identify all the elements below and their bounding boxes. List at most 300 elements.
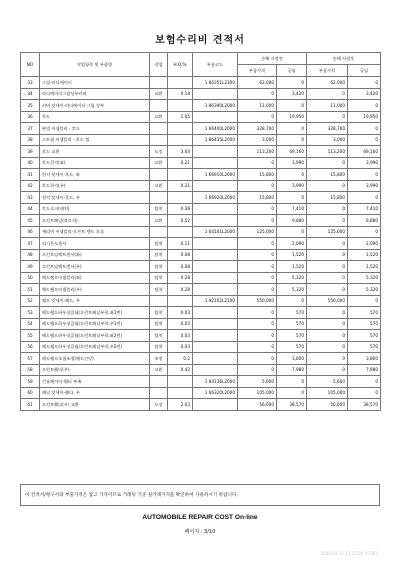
cell-post-part-price: 0	[307, 88, 348, 100]
cell-work: 조정	[150, 353, 168, 365]
cell-item: 헤드램프하우징클립(프런트패널부착,우1번)	[40, 318, 150, 330]
table-row	[21, 192, 381, 204]
cell-item: 힌지 앗세이-후드, 우	[40, 192, 150, 204]
cell-pre-part-price: 0	[238, 215, 277, 227]
cell-post-labor: 570	[348, 307, 381, 319]
cell-item: 헤드램프하우징클립(프런트패널부착,우2번)	[40, 341, 150, 353]
cell-item: 판넬 어셈블리 - 후드	[40, 123, 150, 135]
cell-hq: 0.21	[168, 180, 193, 192]
cell-post-part-price: 0	[307, 272, 348, 284]
cell-item: 프런트임팩트센서(우)	[40, 261, 150, 273]
cell-no: 56	[21, 341, 40, 353]
table-row	[21, 215, 381, 227]
cell-work: 탈착	[150, 284, 168, 296]
cell-pre-labor: 9,880	[277, 215, 307, 227]
cell-pre-part-price: 3,000	[238, 134, 277, 146]
cell-post-labor: 7,980	[348, 364, 381, 376]
cell-post-labor: 3,420	[348, 88, 381, 100]
cell-no: 60	[21, 387, 40, 399]
table-row	[21, 318, 381, 330]
cell-no: 61	[21, 399, 40, 411]
cell-no: 34	[21, 88, 40, 100]
cell-pre-part-price: 15,800	[238, 192, 277, 204]
cell-work: 탈착	[150, 330, 168, 342]
cell-post-labor: 0	[348, 134, 381, 146]
table-body	[21, 77, 381, 411]
cell-post-labor: 0	[348, 100, 381, 112]
cell-no: 54	[21, 318, 40, 330]
estimate-table	[20, 52, 381, 411]
header-code: 부품코드	[193, 53, 238, 77]
cell-pre-part-price: 0	[238, 238, 277, 250]
cell-part-code	[193, 353, 238, 365]
cell-no: 57	[21, 353, 40, 365]
cell-part-code	[193, 272, 238, 284]
table-row	[21, 399, 381, 411]
cell-pre-labor: 0	[277, 77, 307, 89]
cell-hq	[168, 387, 193, 399]
cell-pre-labor: 0	[277, 134, 307, 146]
document-title: 보험수리비 견적서	[155, 35, 245, 46]
cell-pre-labor: 1,520	[277, 249, 307, 261]
cell-post-labor: 38,570	[348, 399, 381, 411]
cell-hq: 2.03	[168, 399, 193, 411]
cell-hq: 0.21	[168, 157, 193, 169]
cell-post-labor: 570	[348, 341, 381, 353]
cell-post-part-price: 0	[307, 215, 348, 227]
cell-work: 탈착	[150, 318, 168, 330]
cell-pre-labor: 0	[277, 376, 307, 388]
table-row	[21, 387, 381, 399]
page-number: 페이지 : 3/10	[184, 529, 216, 535]
cell-part-code: 1 86435L2000	[193, 134, 238, 146]
cell-work: 교환	[150, 215, 168, 227]
cell-post-labor: 7,410	[348, 203, 381, 215]
cell-part-code	[193, 157, 238, 169]
cell-no: 51	[21, 284, 40, 296]
table-row	[21, 77, 381, 89]
cell-no: 45	[21, 215, 40, 227]
cell-hq	[168, 100, 193, 112]
header-post-part-price: 부품가격	[307, 65, 348, 77]
table-row	[21, 100, 381, 112]
cell-pre-labor: 5,320	[277, 284, 307, 296]
cell-part-code: 1 86351L2300	[193, 77, 238, 89]
cell-item: 후드힌지(우)	[40, 180, 150, 192]
header-pre-adjustment: 손해 사정전	[238, 53, 307, 65]
table-row	[21, 226, 381, 238]
header-pre-part-price: 부품가격	[238, 65, 277, 77]
cell-pre-labor: 0	[277, 295, 307, 307]
table-row	[21, 111, 381, 123]
cell-pre-part-price: 0	[238, 180, 277, 192]
cell-post-labor: 0	[348, 192, 381, 204]
cell-pre-part-price: 5,600	[238, 376, 277, 388]
cell-item: 커버 앗세이-라디에이터 그릴 상부	[40, 100, 150, 112]
cell-work: 교환	[150, 157, 168, 169]
cell-post-labor: 5,320	[348, 272, 381, 284]
cell-work	[150, 100, 168, 112]
cell-work: 교환	[150, 111, 168, 123]
cell-part-code	[193, 341, 238, 353]
cell-work: 탈착	[150, 272, 168, 284]
cell-pre-labor: 0	[277, 226, 307, 238]
cell-pre-part-price: 62,000	[238, 77, 277, 89]
cell-part-code	[193, 249, 238, 261]
cell-post-labor: 0	[348, 123, 381, 135]
cell-item: 헤드램프어셈블리(우)	[40, 284, 150, 296]
cell-no: 53	[21, 307, 40, 319]
cell-item: 캐리어 어셈블리-프론트 엔드 모듈	[40, 226, 150, 238]
cell-part-code	[193, 261, 238, 273]
cell-no: 44	[21, 203, 40, 215]
cell-item: 힌지 앗세이-후드, 좌	[40, 169, 150, 181]
print-timestamp: 2024-01-15 17:15:30 #7183	[320, 551, 378, 556]
cell-pre-part-price: 125,000	[238, 226, 277, 238]
cell-hq: 0.08	[168, 249, 193, 261]
cell-pre-part-price: 0	[238, 203, 277, 215]
cell-post-labor: 69,160	[348, 146, 381, 158]
cell-hq: 0.03	[168, 307, 193, 319]
cell-pre-labor: 38,570	[277, 399, 307, 411]
cell-pre-part-price: 11,000	[238, 100, 277, 112]
cell-post-labor: 2,090	[348, 238, 381, 250]
cell-hq	[168, 192, 193, 204]
cell-item: 램프 앗세이-헤드, 우	[40, 295, 150, 307]
cell-no: 38	[21, 134, 40, 146]
cell-part-code	[193, 330, 238, 342]
cell-item: 헤드램프어셈블리(좌)	[40, 272, 150, 284]
cell-work	[150, 387, 168, 399]
table-row	[21, 261, 381, 273]
cell-work	[150, 134, 168, 146]
table-row	[21, 238, 381, 250]
cell-part-code	[193, 364, 238, 376]
cell-item: 프런트휀더(우)	[40, 364, 150, 376]
cell-hq	[168, 226, 193, 238]
cell-part-code	[193, 146, 238, 158]
cell-work: 교환	[150, 88, 168, 100]
cell-pre-labor: 0	[277, 387, 307, 399]
cell-post-part-price: 11,000	[307, 100, 348, 112]
cell-pre-labor: 570	[277, 307, 307, 319]
cell-post-labor: 0	[348, 295, 381, 307]
cell-no: 48	[21, 249, 40, 261]
cell-hq: 0.03	[168, 341, 193, 353]
cell-item: 그릴-라디에이터	[40, 77, 150, 89]
cell-post-part-price: 0	[307, 353, 348, 365]
cell-hq	[168, 134, 193, 146]
header-pre-labor: 공임	[277, 65, 307, 77]
cell-work	[150, 192, 168, 204]
cell-part-code: 1 66910L2000	[193, 169, 238, 181]
cell-hq: 0.2	[168, 353, 193, 365]
cell-post-part-price: 15,800	[307, 192, 348, 204]
cell-post-part-price: 3,000	[307, 134, 348, 146]
cell-post-part-price: 0	[307, 157, 348, 169]
cell-no: 59	[21, 376, 40, 388]
cell-post-part-price: 5,600	[307, 376, 348, 388]
cell-hq	[168, 77, 193, 89]
cell-pre-part-price: 328,700	[238, 123, 277, 135]
cell-pre-part-price: 0	[238, 111, 277, 123]
cell-work: 탈착	[150, 203, 168, 215]
table-row	[21, 307, 381, 319]
table-row	[21, 134, 381, 146]
cell-part-code	[193, 203, 238, 215]
cell-pre-labor: 570	[277, 330, 307, 342]
cell-part-code: 1 92102L2100	[193, 295, 238, 307]
cell-hq: 0.11	[168, 238, 193, 250]
cell-hq: 0.28	[168, 284, 193, 296]
cell-post-part-price: 0	[307, 341, 348, 353]
cell-work: 탈착	[150, 261, 168, 273]
cell-no: 49	[21, 261, 40, 273]
table-row	[21, 249, 381, 261]
cell-work	[150, 295, 168, 307]
table-row	[21, 353, 381, 365]
cell-pre-part-price: 0	[238, 88, 277, 100]
cell-post-part-price: 0	[307, 111, 348, 123]
cell-work	[150, 226, 168, 238]
cell-item: 헤드램프하우징클립(프런트패널부착,좌2번)	[40, 330, 150, 342]
cell-pre-labor: 3,800	[277, 353, 307, 365]
cell-work: 교환	[150, 364, 168, 376]
cell-item: 후드	[40, 111, 150, 123]
cell-hq: 1.05	[168, 111, 193, 123]
cell-post-part-price: 0	[307, 284, 348, 296]
cell-part-code	[193, 284, 238, 296]
cell-pre-part-price: 0	[238, 341, 277, 353]
cell-post-labor: 0	[348, 387, 381, 399]
header-work: 작업	[150, 53, 168, 77]
cell-part-code	[193, 88, 238, 100]
table-row	[21, 123, 381, 135]
cell-part-code	[193, 215, 238, 227]
cell-part-code: 1 84136L2000	[193, 376, 238, 388]
cell-pre-part-price: 0	[238, 261, 277, 273]
cell-pre-part-price: 0	[238, 318, 277, 330]
cell-item: 패널 앗세이-휀다, 우	[40, 387, 150, 399]
cell-post-part-price: 113,200	[307, 146, 348, 158]
cell-post-labor: 1,520	[348, 261, 381, 273]
cell-no: 50	[21, 272, 40, 284]
cell-item: 프런트휀더(우) 교환	[40, 399, 150, 411]
cell-post-labor: 3,990	[348, 157, 381, 169]
cell-hq	[168, 376, 193, 388]
cell-no: 41	[21, 169, 40, 181]
cell-item: 후드힌지(좌)	[40, 157, 150, 169]
cell-item: 스트립 어셈블리 - 후드 씰	[40, 134, 150, 146]
cell-work	[150, 169, 168, 181]
cell-hq	[168, 123, 193, 135]
cell-post-part-price: 0	[307, 249, 348, 261]
cell-no: 37	[21, 123, 40, 135]
cell-item: 프런트임팩트센서(좌)	[40, 249, 150, 261]
table-row	[21, 364, 381, 376]
cell-post-part-price: 105,000	[307, 387, 348, 399]
cell-no: 40	[21, 157, 40, 169]
table-row	[21, 180, 381, 192]
cell-hq	[168, 295, 193, 307]
cell-item: 헤드램프하우징클립(프런트패널부착,좌1번)	[40, 307, 150, 319]
table-row	[21, 376, 381, 388]
cell-pre-labor: 19,950	[277, 111, 307, 123]
cell-post-part-price: 0	[307, 180, 348, 192]
table-row	[21, 341, 381, 353]
cell-pre-part-price: 0	[238, 330, 277, 342]
cell-post-labor: 1,520	[348, 249, 381, 261]
cell-post-labor: 5,320	[348, 284, 381, 296]
cell-pre-part-price: 15,800	[238, 169, 277, 181]
price-notice: 이 견적서/청구서의 부품가격은 참고 가격이므로 거래팅 기준 실거래가격을 확인하여 사용하시기 바랍니다.	[20, 484, 380, 506]
cell-post-part-price: 0	[307, 318, 348, 330]
cell-no: 46	[21, 226, 40, 238]
cell-part-code	[193, 180, 238, 192]
cell-post-part-price: 0	[307, 330, 348, 342]
cell-post-labor: 3,990	[348, 180, 381, 192]
cell-no: 58	[21, 364, 40, 376]
cell-pre-part-price: 56,600	[238, 399, 277, 411]
cell-post-labor: 0	[348, 169, 381, 181]
cell-post-part-price: 62,000	[307, 77, 348, 89]
cell-item: 인슐레이터-휀더 부족	[40, 376, 150, 388]
table-row	[21, 295, 381, 307]
cell-post-part-price: 56,600	[307, 399, 348, 411]
cell-work: 탈착	[150, 238, 168, 250]
cell-post-part-price: 328,700	[307, 123, 348, 135]
cell-pre-part-price: 0	[238, 272, 277, 284]
header-item: 작업항목 및 부품명	[40, 53, 150, 77]
cell-part-code: 1 66400L2000	[193, 123, 238, 135]
cell-hq	[168, 169, 193, 181]
cell-hq: 0.28	[168, 272, 193, 284]
cell-post-part-price: 0	[307, 307, 348, 319]
table-row	[21, 88, 381, 100]
cell-part-code: 1 86390L2000	[193, 100, 238, 112]
cell-no: 33	[21, 77, 40, 89]
cell-no: 52	[21, 295, 40, 307]
cell-part-code	[193, 238, 238, 250]
table-row	[21, 272, 381, 284]
cell-post-labor: 0	[348, 376, 381, 388]
cell-item: 외기온도센서	[40, 238, 150, 250]
cell-part-code	[193, 318, 238, 330]
cell-pre-labor: 3,990	[277, 157, 307, 169]
cell-no: 43	[21, 192, 40, 204]
cell-work: 교환	[150, 180, 168, 192]
cell-post-labor: 0	[348, 77, 381, 89]
cell-post-part-price: 0	[307, 238, 348, 250]
cell-part-code	[193, 399, 238, 411]
cell-pre-labor: 0	[277, 169, 307, 181]
cell-pre-labor: 1,520	[277, 261, 307, 273]
cell-post-labor: 9,880	[348, 215, 381, 227]
cell-pre-part-price: 0	[238, 307, 277, 319]
cell-no: 35	[21, 100, 40, 112]
cell-work: 도장	[150, 146, 168, 158]
cell-item: 헤드램프초점조정(헤드인당)	[40, 353, 150, 365]
cell-no: 55	[21, 330, 40, 342]
footer-title: AUTOMOBILE REPAIR COST On-line	[142, 514, 258, 521]
cell-post-labor: 570	[348, 318, 381, 330]
cell-hq: 3.64	[168, 146, 193, 158]
cell-pre-part-price: 113,200	[238, 146, 277, 158]
cell-pre-labor: 2,090	[277, 238, 307, 250]
cell-pre-labor: 0	[277, 100, 307, 112]
cell-work: 탈착	[150, 249, 168, 261]
header-no: NO	[21, 53, 40, 77]
header-hq: H.Q.%	[168, 53, 193, 77]
cell-item: 라디에이터그릴상부커버	[40, 88, 150, 100]
cell-post-part-price: 0	[307, 203, 348, 215]
cell-pre-labor: 7,410	[277, 203, 307, 215]
cell-hq: 0.03	[168, 330, 193, 342]
cell-no: 36	[21, 111, 40, 123]
cell-pre-part-price: 0	[238, 249, 277, 261]
cell-pre-labor: 0	[277, 192, 307, 204]
cell-post-part-price: 0	[307, 261, 348, 273]
cell-part-code: 1 66920L2000	[193, 192, 238, 204]
cell-no: 47	[21, 238, 40, 250]
cell-pre-part-price: 0	[238, 364, 277, 376]
cell-part-code	[193, 111, 238, 123]
cell-hq: 0.39	[168, 203, 193, 215]
table-row	[21, 330, 381, 342]
cell-part-code	[193, 307, 238, 319]
cell-hq: 0.08	[168, 261, 193, 273]
cell-post-part-price: 125,000	[307, 226, 348, 238]
cell-post-part-price: 550,000	[307, 295, 348, 307]
cell-pre-part-price: 0	[238, 157, 277, 169]
table-row	[21, 146, 381, 158]
cell-post-part-price: 15,800	[307, 169, 348, 181]
cell-part-code: 1 64101L2000	[193, 226, 238, 238]
cell-pre-labor: 570	[277, 341, 307, 353]
cell-post-labor: 570	[348, 330, 381, 342]
table-row	[21, 203, 381, 215]
cell-item: 후드로크(래치)	[40, 203, 150, 215]
table-row	[21, 157, 381, 169]
cell-no: 42	[21, 180, 40, 192]
cell-pre-part-price: 0	[238, 284, 277, 296]
cell-work: 도장	[150, 399, 168, 411]
cell-hq: 0.42	[168, 364, 193, 376]
header-post-labor: 공임	[348, 65, 381, 77]
header-post-adjustment: 손해 사정후	[307, 53, 381, 65]
table-header	[21, 53, 381, 77]
cell-part-code: 1 66320L2000	[193, 387, 238, 399]
cell-hq: 0.52	[168, 215, 193, 227]
cell-pre-part-price: 550,000	[238, 295, 277, 307]
cell-pre-labor: 69,160	[277, 146, 307, 158]
cell-post-part-price: 0	[307, 364, 348, 376]
cell-work	[150, 77, 168, 89]
cell-pre-labor: 5,320	[277, 272, 307, 284]
cell-post-labor: 19,950	[348, 111, 381, 123]
table-row	[21, 169, 381, 181]
cell-no: 39	[21, 146, 40, 158]
cell-work	[150, 123, 168, 135]
table-row	[21, 284, 381, 296]
cell-pre-labor: 3,420	[277, 88, 307, 100]
cell-pre-part-price: 0	[238, 353, 277, 365]
cell-pre-labor: 570	[277, 318, 307, 330]
cell-pre-part-price: 105,000	[238, 387, 277, 399]
cell-hq: 0.18	[168, 88, 193, 100]
cell-hq: 0.03	[168, 318, 193, 330]
cell-item: 후드 교환	[40, 146, 150, 158]
